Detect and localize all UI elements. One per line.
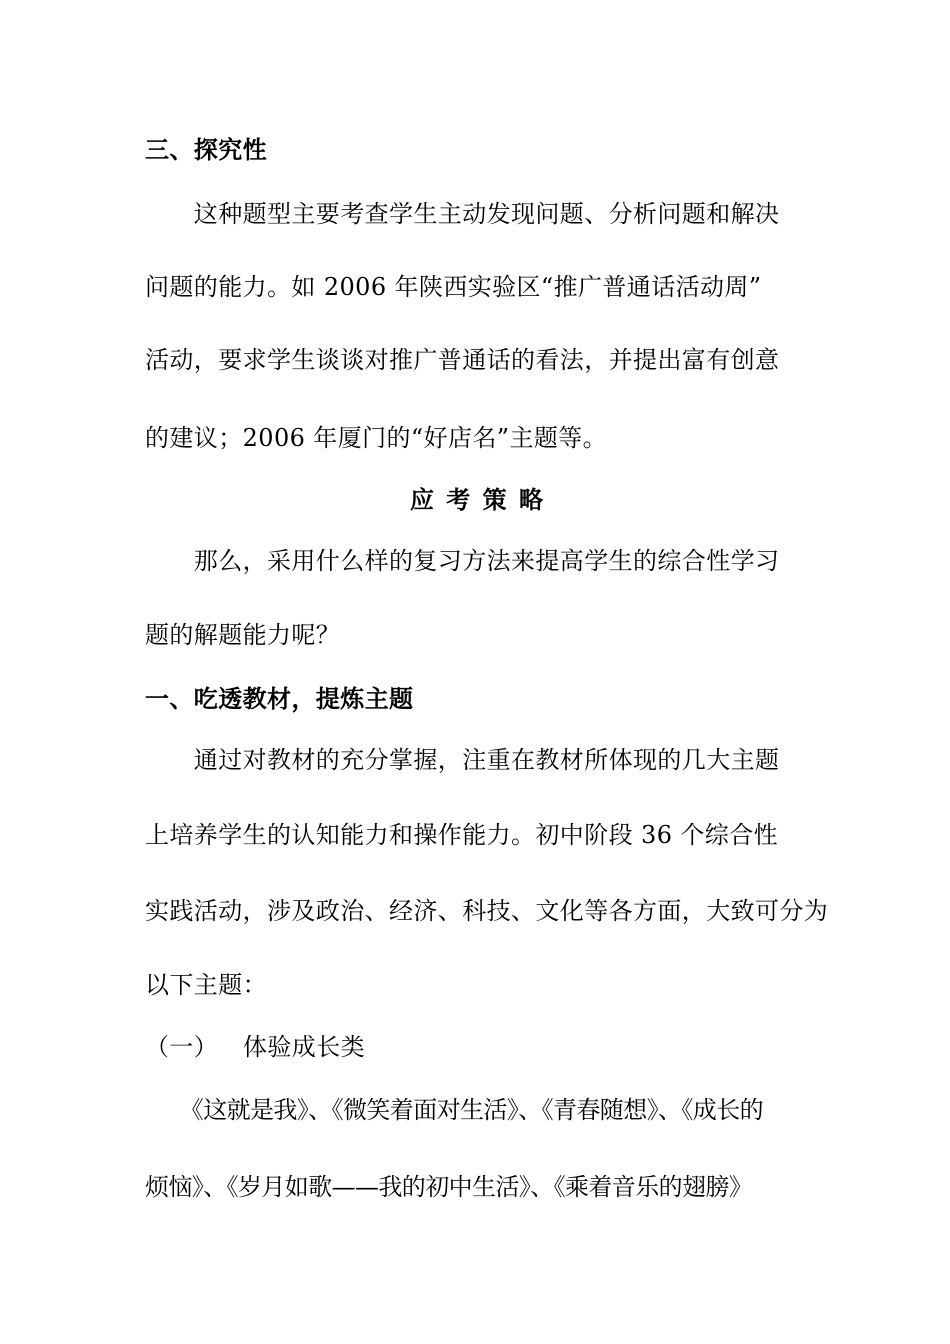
paragraph-line: 题的解题能力呢？	[145, 621, 341, 649]
paragraph-line: 烦恼》、《岁月如歌——我的初中生活》、《乘着音乐的翅膀》	[145, 1173, 753, 1201]
sub-heading	[145, 1032, 810, 1062]
paragraph-line: 那么，采用什么样的复习方法来提高学生的综合性学习	[145, 547, 780, 575]
section-heading-textbook: 一、吃透教材，提炼主题	[145, 684, 414, 713]
paragraph-line: 实践活动，涉及政治、经济、科技、文化等各方面，大致可分为	[145, 897, 829, 925]
sub-heading-number: （一）	[145, 1033, 219, 1061]
paragraph-line: 活动，要求学生谈谈对推广普通话的看法，并提出富有创意	[145, 346, 780, 374]
paragraph-line: 上培养学生的认知能力和操作能力。初中阶段 36 个综合性	[145, 821, 778, 849]
paragraph-line: 问题的能力。如 2006 年陕西实验区“推广普通话活动周”	[145, 273, 762, 301]
paragraph-line: 这种题型主要考查学生主动发现问题、分析问题和解决	[145, 200, 780, 228]
paragraph-line: 《这就是我》、《微笑着面对生活》、《青春随想》、《成长的	[145, 1096, 763, 1124]
paragraph-line: 以下主题：	[145, 971, 267, 999]
strategy-title: 应 考 策 略	[409, 485, 546, 514]
section-heading-inquiry: 三、探究性	[145, 135, 267, 164]
paragraph-line: 通过对教材的充分掌握，注重在教材所体现的几大主题	[145, 746, 780, 774]
sub-heading-label: 体验成长类	[243, 1033, 365, 1061]
paragraph-line: 的建议；2006 年厦门的“好店名”主题等。	[145, 424, 608, 452]
